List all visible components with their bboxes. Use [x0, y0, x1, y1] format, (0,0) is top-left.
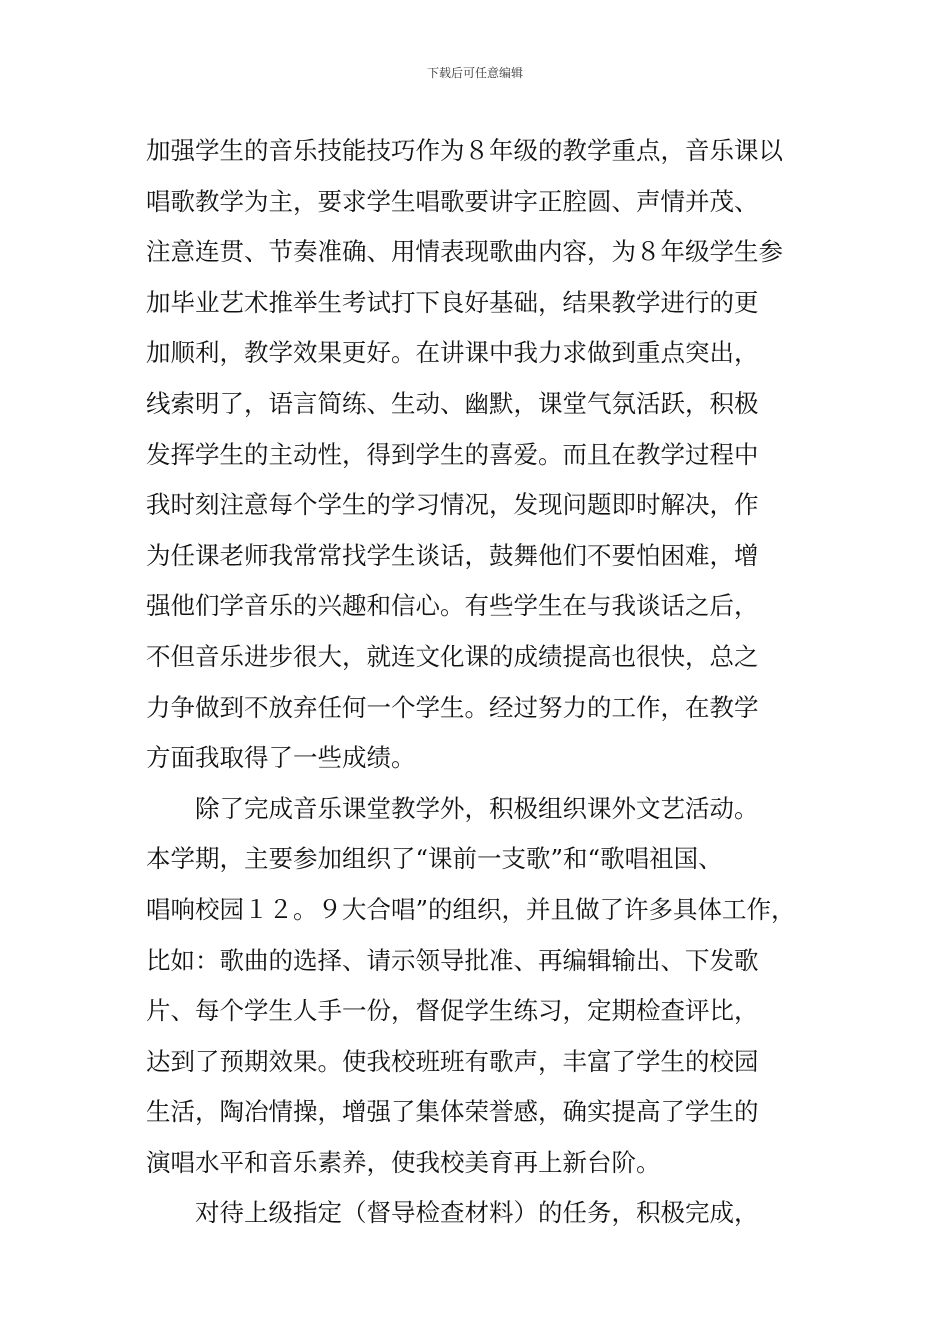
text-line: 片、每个学生人手一份，督促学生练习，定期检查评比，	[146, 996, 759, 1026]
text-line: 线索明了，语言简练、生动、幽默，课堂气氛活跃，积极	[146, 388, 759, 418]
text-line: 加毕业艺术推举生考试打下良好基础，结果教学进行的更	[146, 287, 759, 317]
text-line: 本学期，主要参加组织了“课前一支歌”和“歌唱祖国、	[146, 844, 723, 874]
text-line: 注意连贯、节奏准确、用情表现歌曲内容，为８年级学生参	[146, 237, 783, 267]
text-line: 唱歌教学为主，要求学生唱歌要讲字正腔圆、声情并茂、	[146, 186, 759, 216]
page-header: 下载后可任意编辑	[426, 66, 523, 80]
text-line: 生活，陶冶情操，增强了集体荣誉感，确实提高了学生的	[146, 1097, 759, 1127]
text-line: 方面我取得了一些成绩。	[146, 743, 416, 773]
text-line: 为任课老师我常常找学生谈话，鼓舞他们不要怕困难，增	[146, 540, 759, 570]
text-line: 发挥学生的主动性，得到学生的喜爱。而且在教学过程中	[146, 439, 759, 469]
text-line: 唱响校园１２。９大合唱”的组织，并且做了许多具体工作，	[146, 894, 796, 924]
text-line: 强他们学音乐的兴趣和信心。有些学生在与我谈话之后，	[146, 591, 759, 621]
text-line: 加强学生的音乐技能技巧作为８年级的教学重点，音乐课以	[146, 136, 783, 165]
paragraph-first-line: 除了完成音乐课堂教学外，积极组织课外文艺活动。	[195, 793, 759, 823]
paragraph-first-line: 对待上级指定（督导检查材料）的任务，积极完成，	[195, 1198, 759, 1228]
text-line: 演唱水平和音乐素养，使我校美育再上新台阶。	[146, 1147, 661, 1177]
text-line: 力争做到不放弃任何一个学生。经过努力的工作，在教学	[146, 692, 759, 722]
text-line: 达到了预期效果。使我校班班有歌声，丰富了学生的校园	[146, 1046, 759, 1076]
text-line: 加顺利，教学效果更好。在讲课中我力求做到重点突出，	[146, 338, 759, 368]
text-line: 我时刻注意每个学生的学习情况，发现问题即时解决，作	[146, 490, 759, 520]
document-body	[146, 126, 808, 1239]
text-line: 比如：歌曲的选择、请示领导批准、再编辑输出、下发歌	[146, 945, 759, 975]
text-line: 不但音乐进步很大，就连文化课的成绩提高也很快，总之	[146, 641, 759, 671]
